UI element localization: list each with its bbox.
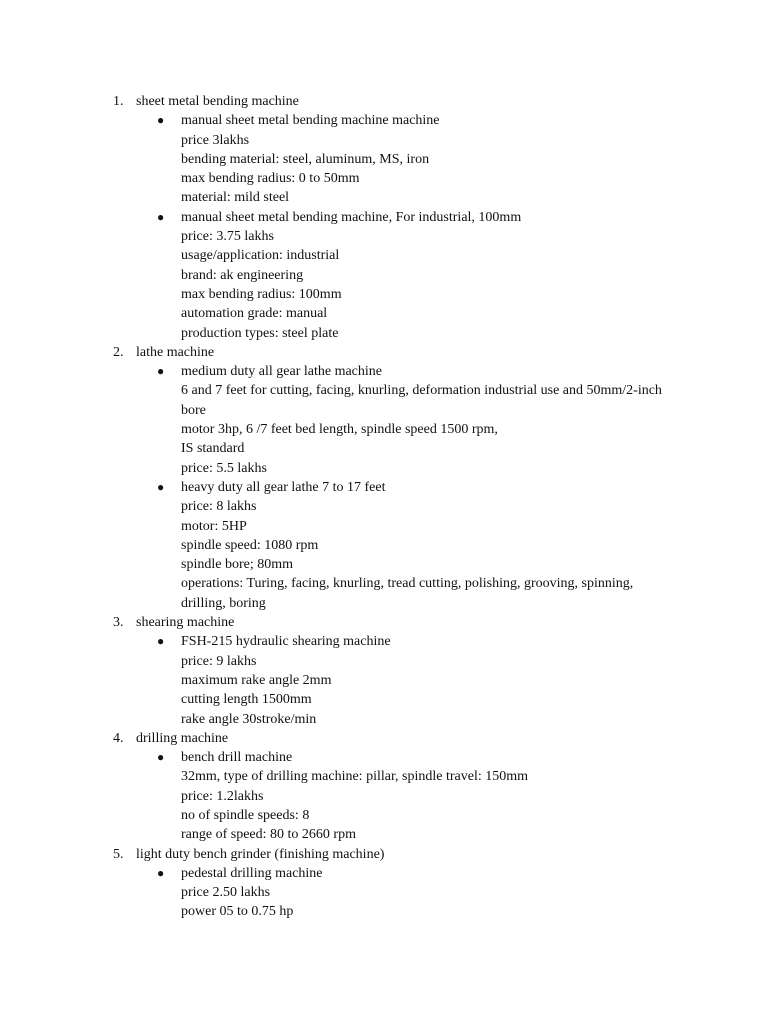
sub-item-title: manual sheet metal bending machine, For industrial, 100mm bbox=[181, 209, 522, 225]
list-item-heading bbox=[0, 729, 768, 748]
detail-line: cutting length 1500mm bbox=[181, 692, 312, 708]
list-item-heading bbox=[0, 613, 768, 632]
detail-line: IS standard bbox=[181, 441, 245, 457]
sub-item-title: medium duty all gear lathe machine bbox=[181, 364, 382, 380]
detail-line: brand: ak engineering bbox=[181, 267, 304, 283]
list-item bbox=[0, 845, 768, 922]
bullet-icon: ● bbox=[157, 479, 165, 494]
bullet-icon: ● bbox=[157, 634, 165, 649]
detail-line: rake angle 30stroke/min bbox=[181, 711, 317, 727]
list-item bbox=[0, 613, 768, 729]
list-item bbox=[0, 729, 768, 845]
detail-line: price: 5.5 lakhs bbox=[181, 460, 267, 476]
sub-item bbox=[0, 478, 768, 613]
sub-item bbox=[0, 362, 768, 478]
detail-line: 6 and 7 feet for cutting, facing, knurling, deformation industrial use and 50mm/2-inch bore bbox=[181, 383, 662, 418]
machine-category: sheet metal bending machine bbox=[136, 94, 299, 109]
list-number: 4. bbox=[113, 730, 124, 746]
machine-category: lathe machine bbox=[136, 344, 215, 360]
detail-line: price: 8 lakhs bbox=[181, 499, 257, 515]
sub-item bbox=[0, 632, 768, 728]
sub-item bbox=[0, 748, 768, 844]
sub-item-title: pedestal drilling machine bbox=[181, 865, 323, 881]
machine-category: light duty bench grinder (finishing machine) bbox=[136, 846, 385, 862]
sub-item-title: heavy duty all gear lathe 7 to 17 feet bbox=[181, 479, 386, 495]
detail-line: automation grade: manual bbox=[181, 306, 328, 322]
list-number: 3. bbox=[113, 615, 124, 631]
detail-line: motor 3hp, 6 /7 feet bed length, spindle speed 1500 rpm, bbox=[181, 422, 498, 438]
detail-line: spindle bore; 80mm bbox=[181, 557, 293, 573]
detail-line: bending material: steel, aluminum, MS, iron bbox=[181, 151, 430, 167]
detail-line: production types: steel plate bbox=[181, 325, 339, 341]
detail-line: spindle speed: 1080 rpm bbox=[181, 537, 319, 553]
document-page bbox=[0, 92, 768, 922]
detail-line: no of spindle speeds: 8 bbox=[181, 807, 310, 823]
detail-line: motor: 5HP bbox=[181, 518, 247, 534]
sub-item-title: manual sheet metal bending machine machine bbox=[181, 113, 440, 129]
bullet-icon: ● bbox=[157, 364, 165, 379]
detail-line: max bending radius: 100mm bbox=[181, 286, 342, 302]
bullet-icon: ● bbox=[157, 113, 165, 128]
list-number: 2. bbox=[113, 344, 124, 360]
list-item-heading bbox=[0, 845, 768, 864]
bullet-icon: ● bbox=[157, 865, 165, 880]
machine-category: drilling machine bbox=[136, 730, 229, 746]
list-item-heading bbox=[0, 343, 768, 362]
list-item bbox=[0, 343, 768, 613]
sub-item-title: bench drill machine bbox=[181, 750, 293, 766]
bullet-icon: ● bbox=[157, 209, 165, 224]
detail-line: material: mild steel bbox=[181, 190, 290, 206]
detail-line: max bending radius: 0 to 50mm bbox=[181, 171, 360, 187]
sub-item bbox=[0, 208, 768, 343]
detail-line: price: 3.75 lakhs bbox=[181, 229, 274, 245]
detail-line: range of speed: 80 to 2660 rpm bbox=[181, 827, 356, 843]
detail-line: maximum rake angle 2mm bbox=[181, 672, 332, 688]
detail-line: price 2.50 lakhs bbox=[181, 885, 271, 901]
list-number: 1. bbox=[113, 94, 124, 109]
detail-line: 32mm, type of drilling machine: pillar, spindle travel: 150mm bbox=[181, 769, 529, 785]
list-item-heading bbox=[0, 92, 768, 111]
sub-item bbox=[0, 111, 768, 207]
detail-line: usage/application: industrial bbox=[181, 248, 340, 264]
sub-item-title: FSH-215 hydraulic shearing machine bbox=[181, 634, 391, 650]
sub-item bbox=[0, 864, 768, 922]
list-item bbox=[0, 92, 768, 343]
detail-line: power 05 to 0.75 hp bbox=[181, 904, 294, 920]
detail-line: operations: Turing, facing, knurling, tread cutting, polishing, grooving, spinning, drilling, boring bbox=[181, 576, 634, 611]
bullet-icon: ● bbox=[157, 750, 165, 765]
machine-category: shearing machine bbox=[136, 615, 235, 631]
detail-line: price: 9 lakhs bbox=[181, 653, 257, 669]
list-number: 5. bbox=[113, 846, 124, 862]
detail-line: price 3lakhs bbox=[181, 132, 250, 148]
detail-line: price: 1.2lakhs bbox=[181, 788, 264, 804]
